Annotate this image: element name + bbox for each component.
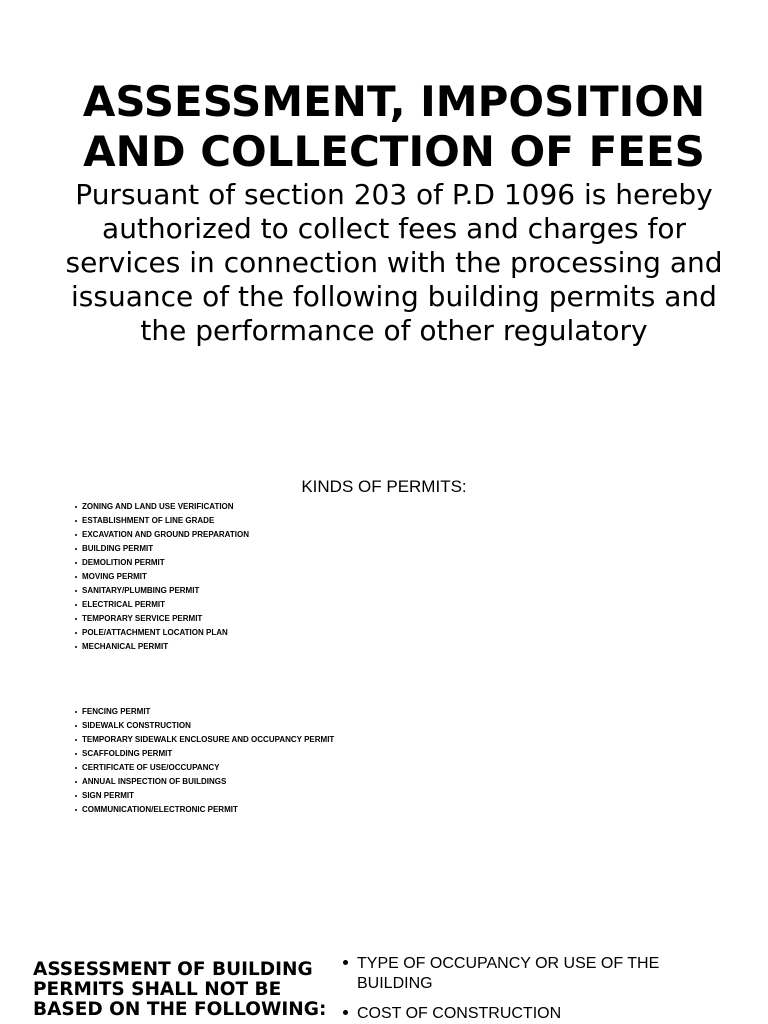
- bullet-icon: [75, 795, 77, 797]
- bullet-icon: [75, 506, 77, 508]
- permit-label: TEMPORARY SIDEWALK ENCLOSURE AND OCCUPANCY PERMIT: [82, 735, 335, 744]
- intro-line: services in connection with the processing and: [65, 246, 723, 279]
- permit-list-item: [73, 789, 473, 803]
- criteria-line: TYPE OF OCCUPANCY OR USE OF THE: [357, 955, 660, 972]
- bullet-icon: [75, 632, 77, 634]
- permit-list-item: [73, 719, 473, 733]
- permit-label: DEMOLITION PERMIT: [82, 558, 165, 567]
- permit-list-item: [73, 500, 473, 514]
- assessment-heading-line: BASED ON THE FOLLOWING:: [33, 999, 327, 1020]
- permit-list-item: [73, 626, 473, 640]
- bullet-icon: [75, 781, 77, 783]
- title-line: AND COLLECTION OF FEES: [83, 127, 705, 176]
- permit-list-item: [73, 542, 473, 556]
- intro-line: issuance of the following building permits and: [71, 280, 717, 313]
- permit-label: MOVING PERMIT: [82, 572, 147, 581]
- permit-list-item: [73, 514, 473, 528]
- bullet-icon: [75, 618, 77, 620]
- assessment-criteria-list: [341, 954, 761, 1024]
- permit-label: COMMUNICATION/ELECTRONIC PERMIT: [82, 805, 238, 814]
- assessment-heading-line: PERMITS SHALL NOT BE: [33, 979, 282, 1000]
- bullet-icon: [75, 711, 77, 713]
- permit-label: SIDEWALK CONSTRUCTION: [82, 721, 191, 730]
- title-line: ASSESSMENT, IMPOSITION: [82, 77, 706, 126]
- permit-label: CERTIFICATE OF USE/OCCUPANCY: [82, 763, 220, 772]
- permit-label: ESTABLISHMENT OF LINE GRADE: [82, 516, 215, 525]
- permit-list-item: [73, 598, 473, 612]
- bullet-icon: [75, 534, 77, 536]
- bullet-icon: [75, 739, 77, 741]
- assessment-heading-line: ASSESSMENT OF BUILDING: [33, 959, 313, 980]
- criteria-line: BUILDING: [357, 975, 433, 992]
- permits-heading: KINDS OF PERMITS:: [301, 477, 467, 496]
- bullet-icon: [343, 1010, 348, 1015]
- permit-label: FENCING PERMIT: [82, 707, 151, 716]
- bullet-icon: [75, 725, 77, 727]
- permit-list-item: [73, 584, 473, 598]
- permit-label: SCAFFOLDING PERMIT: [82, 749, 173, 758]
- permit-list-a: [73, 500, 473, 654]
- intro-paragraph: [20, 178, 768, 348]
- permit-label: ZONING AND LAND USE VERIFICATION: [82, 502, 234, 511]
- page-title: [20, 77, 768, 177]
- permit-label: ELECTRICAL PERMIT: [82, 600, 165, 609]
- permit-list-item: [73, 528, 473, 542]
- bullet-icon: [75, 590, 77, 592]
- permit-label: SIGN PERMIT: [82, 791, 135, 800]
- bullet-icon: [343, 960, 348, 965]
- bullet-icon: [75, 548, 77, 550]
- permit-list-item: [73, 775, 473, 789]
- permit-list-item: [73, 640, 473, 654]
- permit-label: EXCAVATION AND GROUND PREPARATION: [82, 530, 249, 539]
- permit-list-item: [73, 733, 473, 747]
- permit-label: MECHANICAL PERMIT: [82, 642, 169, 651]
- bullet-icon: [75, 604, 77, 606]
- bullet-icon: [75, 809, 77, 811]
- criteria-list-item: [341, 954, 761, 994]
- criteria-list-item: [341, 1004, 761, 1024]
- criteria-line: COST OF CONSTRUCTION: [357, 1005, 562, 1022]
- permit-label: SANITARY/PLUMBING PERMIT: [82, 586, 200, 595]
- permit-label: ANNUAL INSPECTION OF BUILDINGS: [82, 777, 227, 786]
- permit-list-item: [73, 803, 473, 817]
- bullet-icon: [75, 576, 77, 578]
- bullet-icon: [75, 753, 77, 755]
- permit-list-item: [73, 747, 473, 761]
- permit-label: POLE/ATTACHMENT LOCATION PLAN: [82, 628, 228, 637]
- permit-label: BUILDING PERMIT: [82, 544, 154, 553]
- assessment-heading: [33, 960, 326, 1020]
- intro-line: authorized to collect fees and charges for: [102, 212, 686, 245]
- intro-line: the performance of other regulatory: [140, 314, 648, 347]
- bullet-icon: [75, 767, 77, 769]
- permit-list-b: [73, 705, 473, 817]
- permit-label: TEMPORARY SERVICE PERMIT: [82, 614, 203, 623]
- permit-list-item: [73, 556, 473, 570]
- bullet-icon: [75, 562, 77, 564]
- permit-list-item: [73, 705, 473, 719]
- permit-list-item: [73, 761, 473, 775]
- permit-list-item: [73, 612, 473, 626]
- bullet-icon: [75, 520, 77, 522]
- bullet-icon: [75, 646, 77, 648]
- intro-line: Pursuant of section 203 of P.D 1096 is hereby: [75, 178, 713, 211]
- permit-list-item: [73, 570, 473, 584]
